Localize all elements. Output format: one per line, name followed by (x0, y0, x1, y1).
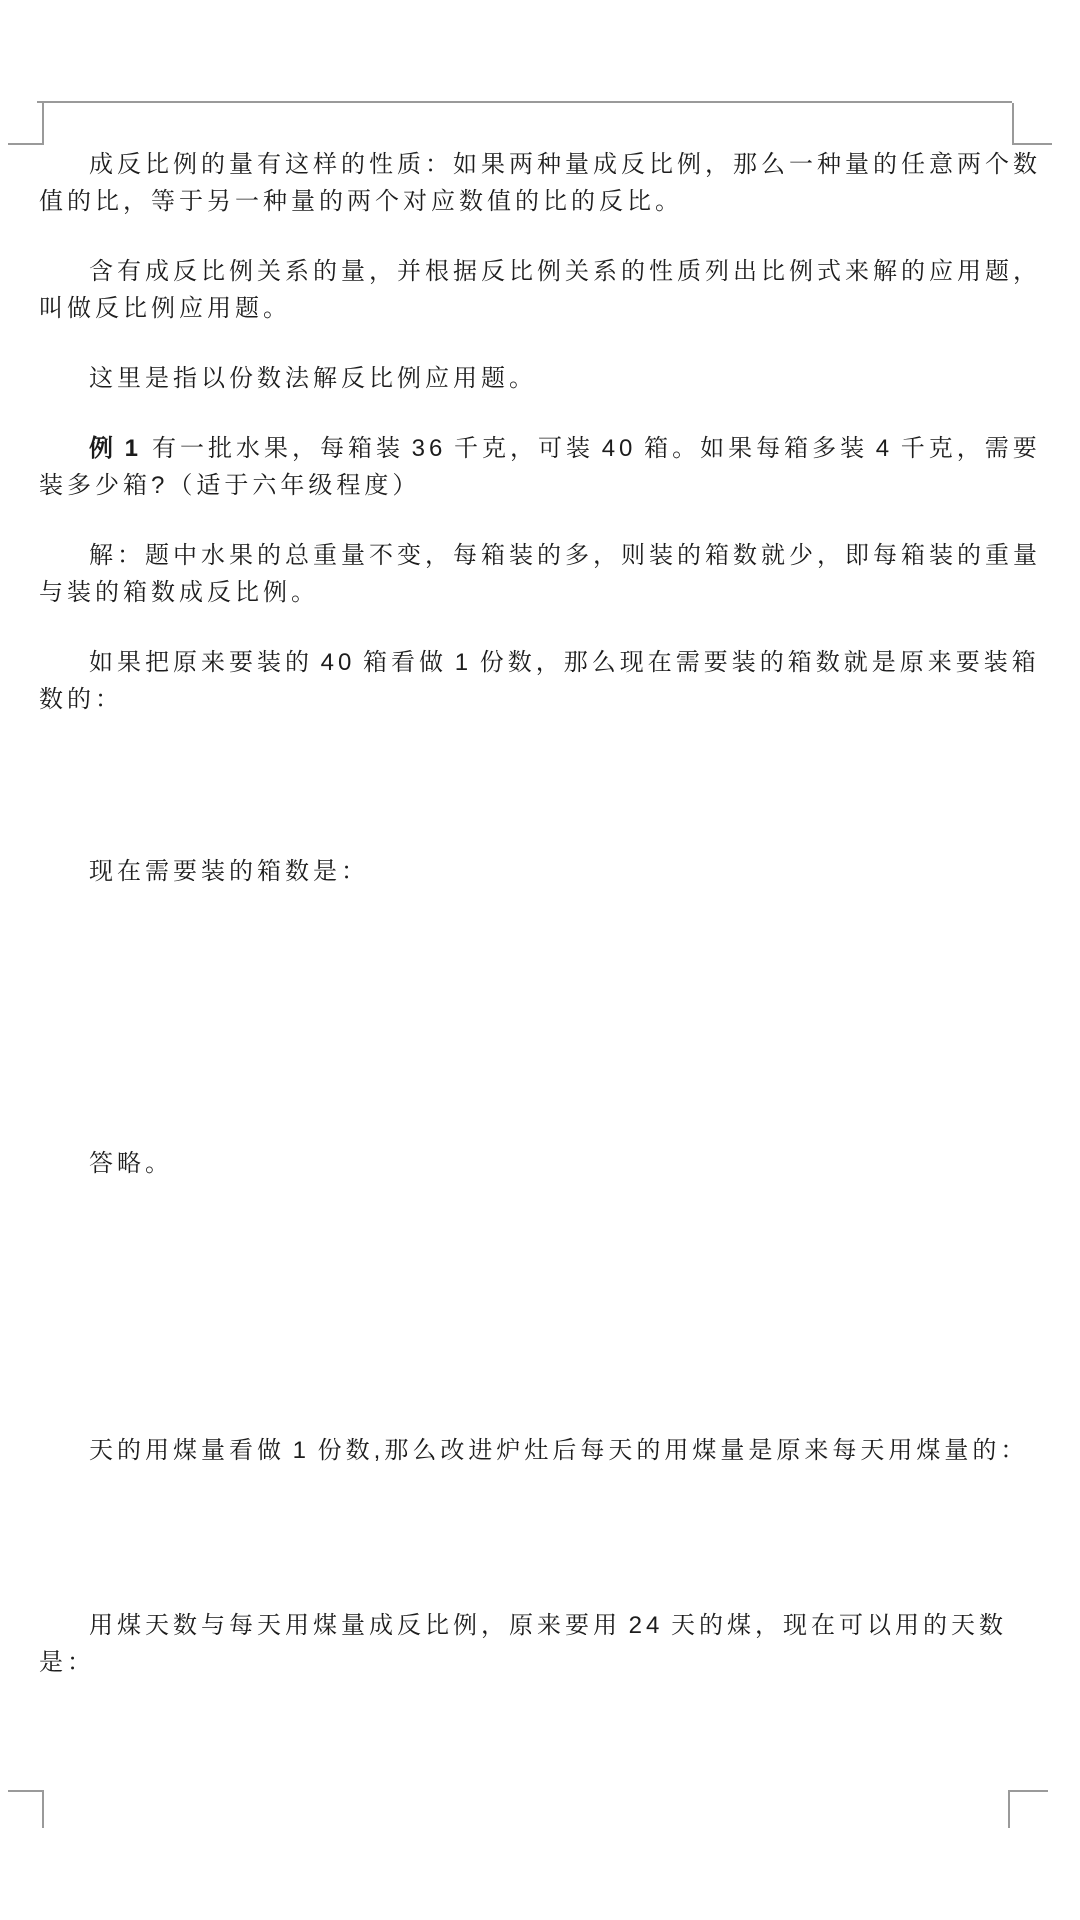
formula-gap-3 (39, 1215, 1046, 1432)
paragraph-example1 (39, 430, 1046, 504)
paragraph-inverse-property: 成反比例的量有这样的性质：如果两种量成反比例，那么一种量的任意两个数值的比，等于另一种量的两个对应数值的比的反比。 (39, 151, 1041, 215)
paragraph-coal-ratio: 天的用煤量看做 1 份数,那么改进炉灶后每天的用煤量是原来每天用煤量的： (89, 1437, 1029, 1464)
paragraph-answer: 答略。 (89, 1150, 173, 1177)
paragraph-coal-days: 用煤天数与每天用煤量成反比例，原来要用 24 天的煤，现在可以用的天数是： (39, 1612, 1008, 1676)
paragraph-boxes-needed: 现在需要装的箱数是： (89, 858, 369, 885)
page-top-rule (37, 101, 1012, 103)
paragraph-inverse-definition: 含有成反比例关系的量，并根据反比例关系的性质列出比例式来解的应用题，叫做反比例应用题。 (39, 258, 1041, 322)
formula-gap-1 (39, 751, 1046, 853)
page-content (39, 146, 1046, 1714)
formula-gap-4 (39, 1502, 1046, 1607)
paragraph-method-note: 这里是指以份数法解反比例应用题。 (89, 365, 537, 392)
example1-label: 例 1 (89, 435, 143, 462)
corner-mark-bottom-right (1008, 1790, 1048, 1828)
corner-mark-bottom-left (8, 1790, 44, 1828)
example1-body: 有一批水果，每箱装 36 千克，可装 40 箱。如果每箱多装 4 千克，需要装多少箱?（适于六年级程度） (39, 435, 1041, 499)
paragraph-solution: 解：题中水果的总重量不变，每箱装的多，则装的箱数就少，即每箱装的重量与装的箱数成反比例。 (39, 542, 1041, 606)
corner-mark-top-left (8, 103, 44, 145)
paragraph-ratio-setup: 如果把原来要装的 40 箱看做 1 份数，那么现在需要装的箱数就是原来要装箱数的： (39, 649, 1040, 713)
corner-mark-top-right (1012, 103, 1052, 145)
formula-gap-2 (39, 923, 1046, 1145)
